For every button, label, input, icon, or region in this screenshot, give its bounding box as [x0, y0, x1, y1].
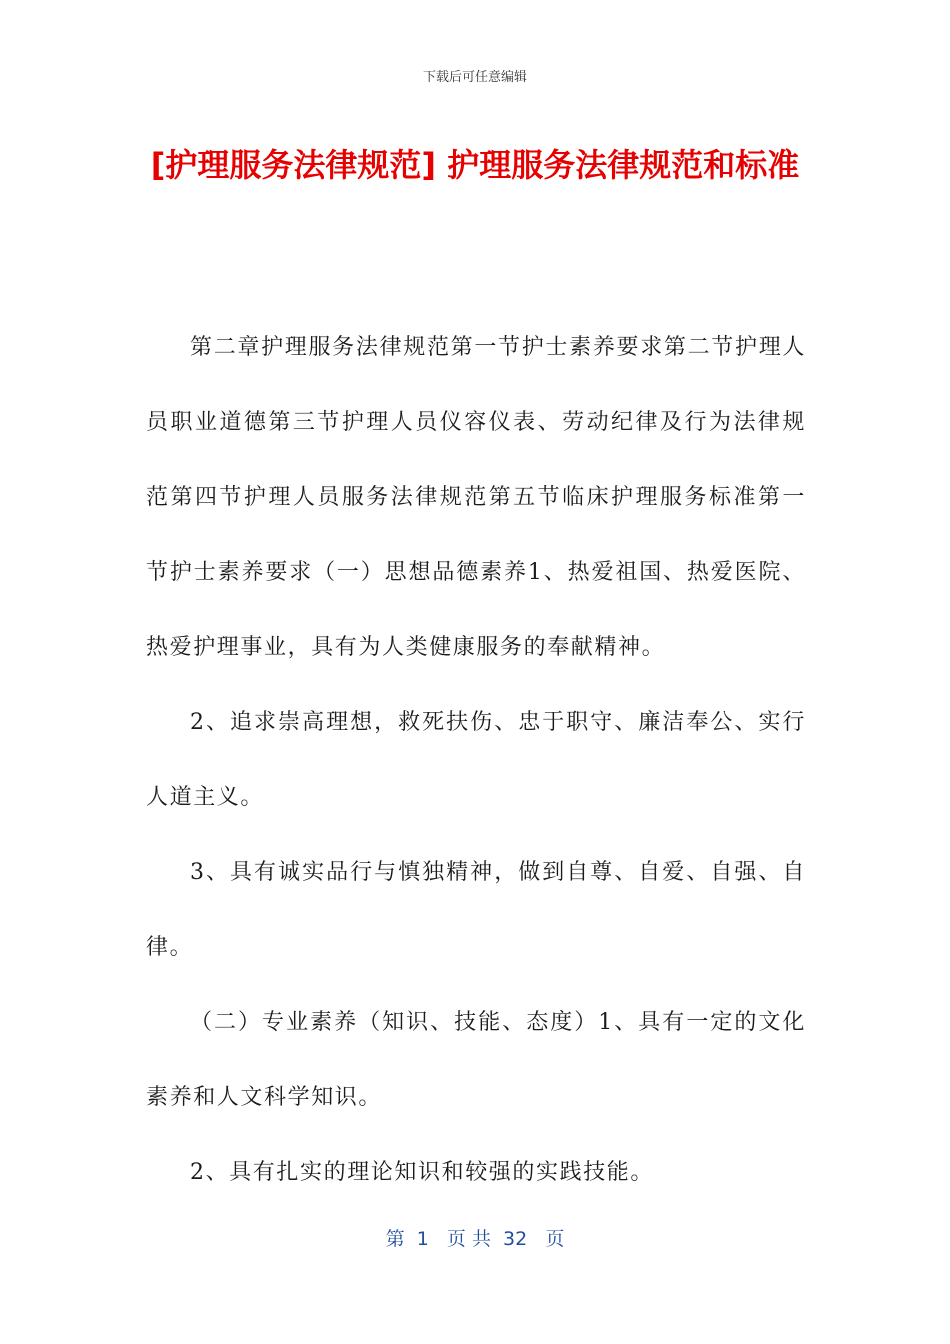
body-paragraph: 3、具有诚实品行与慎独精神，做到自尊、自爱、自强、自律。 — [146, 860, 806, 960]
header-note: 下载后可任意编辑 — [422, 70, 527, 85]
page-number-footer: 第 1 页 共 32 页 — [385, 1228, 565, 1250]
document-body — [146, 310, 806, 1210]
document-title: [护理服务法律规范] 护理服务法律规范和标准 — [150, 146, 800, 184]
body-paragraph: （二）专业素养（知识、技能、态度）1、具有一定的文化素养和人文科学知识。 — [146, 1010, 806, 1110]
body-paragraph: 2、追求崇高理想，救死扶伤、忠于职守、廉洁奉公、实行人道主义。 — [146, 710, 806, 810]
body-paragraph: 2、具有扎实的理论知识和较强的实践技能。 — [190, 1160, 654, 1185]
body-paragraph: 第二章护理服务法律规范第一节护士素养要求第二节护理人员职业道德第三节护理人员仪容仪表、劳动纪律及行为法律规范第四节护理人员服务法律规范第五节临床护理服务标准第一节护士素养要求（一）思想品德素养1、热爱祖国、热爱医院、热爱护理事业，具有为人类健康服务的奉献精神。 — [146, 335, 806, 660]
